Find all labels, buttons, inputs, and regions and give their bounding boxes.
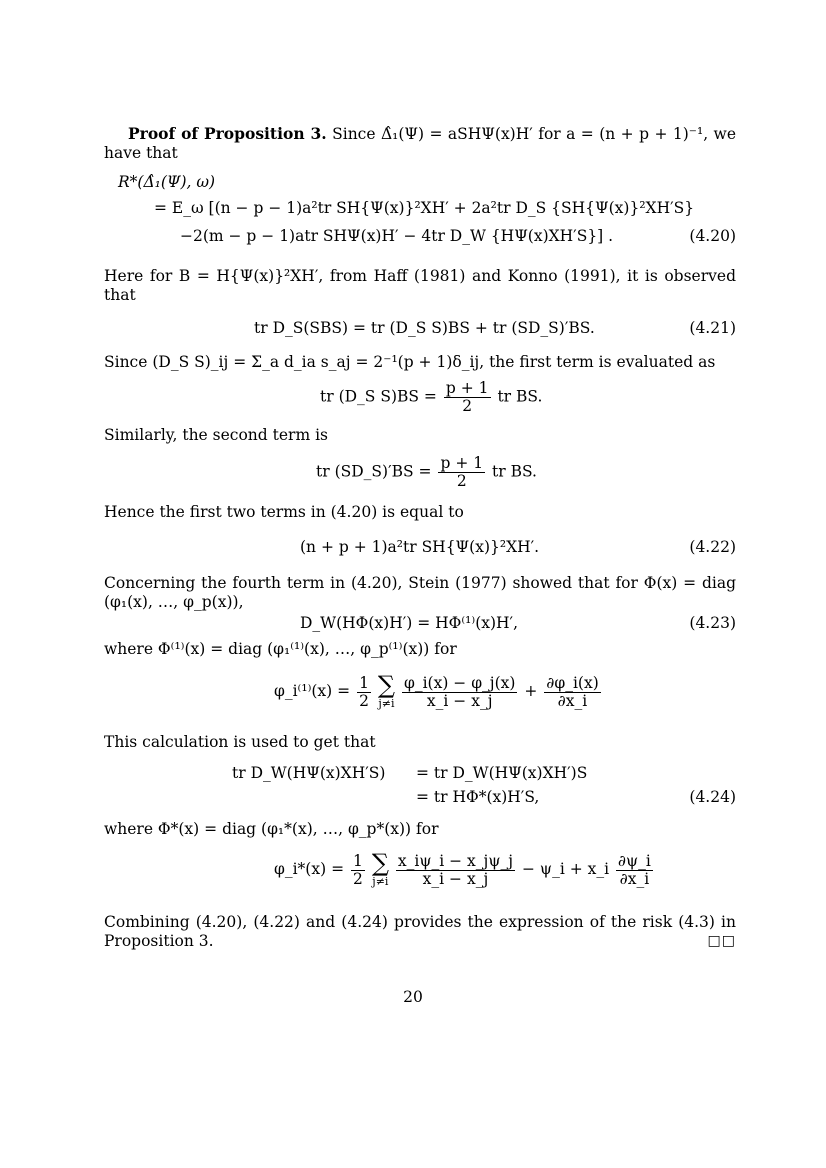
partial-denominator: ∂x_i <box>557 691 588 710</box>
half-numerator: 1 <box>353 851 363 870</box>
psi-partial-numerator: ∂ψ_i <box>618 851 651 870</box>
eq-block-4-23 <box>104 614 736 636</box>
eq-phistar <box>274 851 655 889</box>
combining-block <box>104 913 736 951</box>
eq-second-term <box>316 455 537 490</box>
intro-text: Since Δ̂₁(Ψ) = aSHΨ(x)H′ for a = (n + p + 1)⁻¹, we have that <box>104 125 736 162</box>
eq-4-21-body: tr D_S(SBS) = tr (D_S S)BS + tr (SD_S)′BS. <box>254 319 595 337</box>
psi-partial-denominator: ∂x_i <box>619 869 650 888</box>
psi-diff-denominator: x_i − x_j <box>422 869 489 888</box>
eq-block-4-21 <box>104 319 736 343</box>
eq-4-22-body: (n + p + 1)a²tr SH{Ψ(x)}²XH′. <box>300 538 540 556</box>
summation <box>378 673 395 711</box>
phistar-mid: − ψ_i + x_i <box>522 860 610 878</box>
second-term-lhs: tr (SD_S)′BS = <box>316 462 432 481</box>
eq-risk-line2: = E_ω [(n − p − 1)a²tr SH{Ψ(x)}²XH′ + 2a²tr D_S {SH{Ψ(x)}²XH′S} <box>154 199 695 217</box>
where1-text: where Φ⁽¹⁾(x) = diag (φ₁⁽¹⁾(x), …, φ_p⁽¹⁾(x)) for <box>104 640 457 658</box>
first-term-rhs: tr BS. <box>497 387 543 406</box>
fraction-numerator: p + 1 <box>440 454 484 472</box>
eq-4-24-l1-lhs: tr D_W(HΨ(x)XH′S) <box>232 764 386 782</box>
half-numerator: 1 <box>359 673 369 692</box>
psi-partial-fraction <box>616 853 653 888</box>
sum-index: j≠i <box>372 875 389 888</box>
calc-text: This calculation is used to get that <box>104 733 376 751</box>
partial-fraction <box>544 675 600 710</box>
partial-numerator: ∂φ_i(x) <box>546 673 599 692</box>
here-text: Here for B = H{Ψ(x)}²XH′, from Haff (1981) and Konno (1991), it is observed that <box>104 267 736 304</box>
phi-diff-fraction <box>402 675 517 710</box>
phistar-lhs: φ_i*(x) = <box>274 860 345 878</box>
sigma-symbol: ∑ <box>371 849 389 877</box>
eq-4-23-body: D_W(HΦ(x)H′) = HΦ⁽¹⁾(x)H′, <box>300 614 518 632</box>
combining-text: Combining (4.20), (4.22) and (4.24) provides the expression of the risk (4.3) in Proposition 3. <box>104 913 736 950</box>
eq-number-4-22: (4.22) <box>689 538 736 556</box>
eq-first-term <box>320 380 542 415</box>
proof-intro <box>104 124 736 163</box>
first-term-lhs: tr (D_S S)BS = <box>320 387 437 406</box>
eq-block-4-24 <box>104 764 736 812</box>
page-number: 20 <box>403 988 423 1006</box>
half-fraction <box>357 675 371 710</box>
half-denominator: 2 <box>359 691 369 710</box>
eq-number-4-21: (4.21) <box>689 319 736 337</box>
half-denominator: 2 <box>353 869 363 888</box>
second-term-rhs: tr BS. <box>492 462 537 481</box>
eq-4-24-l1-rhs: = tr D_W(HΨ(x)XH′)S <box>416 764 588 782</box>
proof-heading: Proof of Proposition 3. <box>128 124 327 143</box>
psi-diff-fraction <box>396 853 515 888</box>
summation <box>372 851 389 889</box>
fraction-denominator: 2 <box>456 472 467 490</box>
page-body <box>104 124 736 951</box>
eq-phi1 <box>274 673 603 711</box>
phi1-lhs: φ_i⁽¹⁾(x) = <box>274 682 351 700</box>
concerning-text: Concerning the fourth term in (4.20), Stein (1977) showed that for Φ(x) = diag (φ₁(x), …, φ_p(x)), <box>104 574 736 611</box>
where2-text: where Φ*(x) = diag (φ₁*(x), …, φ_p*(x)) for <box>104 820 439 838</box>
phi-diff-numerator: φ_i(x) − φ_j(x) <box>403 673 516 692</box>
fraction <box>444 380 491 415</box>
similarly-text: Similarly, the second term is <box>104 426 328 444</box>
phi1-plus: + <box>524 682 538 700</box>
fraction <box>438 455 485 490</box>
eq-block-phi1 <box>104 669 736 725</box>
phi-diff-denominator: x_i − x_j <box>426 691 493 710</box>
sigma-symbol: ∑ <box>377 671 396 699</box>
hence-text: Hence the first two terms in (4.20) is equal to <box>104 503 464 521</box>
eq-risk-line3: −2(m − p − 1)atr SHΨ(x)H′ − 4tr D_W {HΨ(x)XH′S}] . <box>180 227 614 245</box>
fraction-numerator: p + 1 <box>445 379 489 397</box>
eq-number-4-24: (4.24) <box>689 788 736 806</box>
sum-index: j≠i <box>378 697 395 710</box>
eq-block-4-22 <box>104 538 736 562</box>
since-text: Since (D_S S)_ij = Σ_a d_ia s_aj = 2⁻¹(p + 1)δ_ij, the first term is evaluated as <box>104 353 716 371</box>
eq-4-24-l2-rhs: = tr HΦ*(x)H′S, <box>416 788 540 806</box>
psi-diff-numerator: x_iψ_i − x_jψ_j <box>397 851 514 870</box>
eq-block-second-term <box>104 453 736 497</box>
eq-number-4-20: (4.20) <box>689 227 736 245</box>
eq-block-phistar <box>104 847 736 903</box>
half-fraction <box>351 853 365 888</box>
qed-symbol: □□ <box>707 933 736 949</box>
eq-risk-line1: R*(Δ̂₁(Ψ), ω) <box>118 173 216 191</box>
eq-block-4-20 <box>104 173 736 257</box>
fraction-denominator: 2 <box>462 397 473 415</box>
eq-number-4-23: (4.23) <box>689 614 736 632</box>
eq-block-first-term <box>104 378 736 422</box>
